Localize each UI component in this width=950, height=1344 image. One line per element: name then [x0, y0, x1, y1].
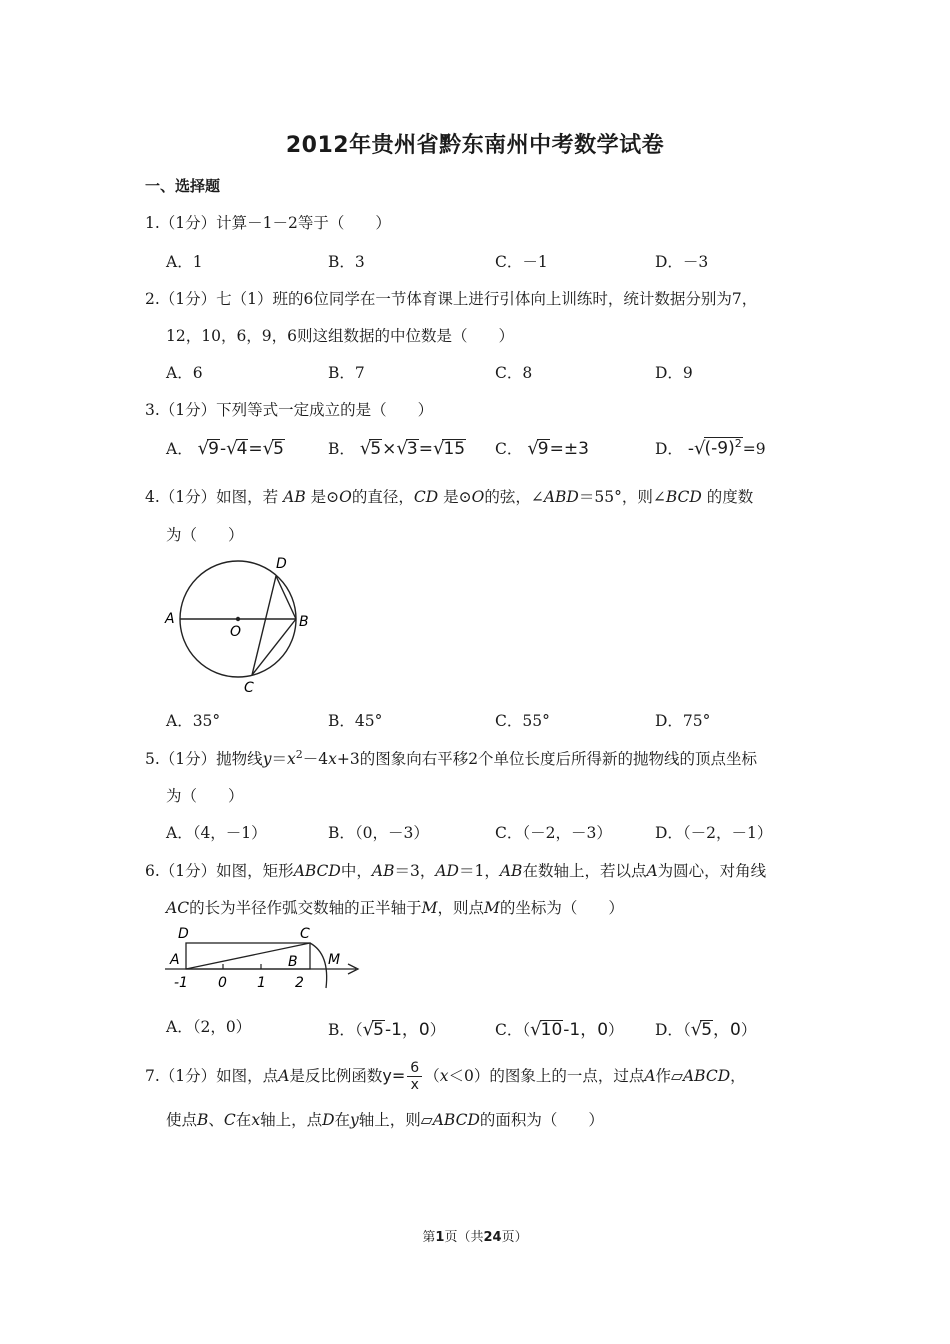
label-d: D [178, 926, 189, 942]
option-label: A． [166, 440, 193, 458]
q3-option-a [166, 437, 285, 459]
formula: √9=±3 [527, 438, 589, 459]
q2-option-a: A．6 [166, 364, 203, 382]
q2-option-c: C．8 [495, 364, 533, 382]
question-6-line-2: AC的长为半径作弧交数轴的正半轴于M，则点M的坐标为（ ） [166, 899, 624, 917]
page-title: 2012年贵州省黔东南州中考数学试卷 [285, 133, 665, 158]
formula: √5-1，0 [362, 1019, 430, 1040]
question-5: 5.（1分）抛物线$y=x^2-4x+3$的图象向右平移2个单位长度后所得新的抛物线的顶点坐标 [145, 747, 758, 768]
q1-option-d: D．－3 [655, 253, 709, 271]
question-text: 七（1）班的6位同学在一节体育课上进行引体向上训练时，统计数据分别为7， [216, 290, 758, 308]
question-points: （1分） [159, 1067, 217, 1086]
label-b: B [299, 614, 309, 630]
label-m: M [328, 952, 341, 968]
option-label: C． [495, 1021, 523, 1039]
question-7-line-2: 使点B、C在x轴上，点D在y轴上，则▱ABCD的面积为（ ） [166, 1111, 604, 1129]
q5-option-b: B．（0，－3） [328, 824, 429, 842]
q1-option-a: A．1 [166, 253, 203, 271]
question-2 [145, 287, 757, 309]
label-a: A [165, 611, 175, 627]
q6-option-b: B．（√5-1，0） [328, 1019, 446, 1040]
question-number: 3. [145, 401, 160, 419]
question-number: 5. [145, 750, 160, 768]
question-points: （1分） [159, 862, 217, 880]
question-4: 4.（1分）如图，若 AB 是⊙O的直径，CD 是⊙O的弦，∠ABD＝55°，则∠BCD 的度数 [145, 488, 754, 506]
question-3 [145, 398, 433, 420]
q2-option-b: B．7 [328, 364, 365, 382]
page-total: 24 [483, 1230, 502, 1245]
question-2-line-2: 12，10，6，9，6则这组数据的中位数是（ ） [166, 327, 515, 345]
q6-option-d: D．（√5，0） [655, 1019, 757, 1040]
q6-option-c: C．（√10-1，0） [495, 1019, 624, 1040]
q5-option-c: C．（－2，－3） [495, 824, 612, 842]
option-value: （2，0） [192, 1018, 252, 1036]
formula-result: =9 [742, 440, 766, 458]
tick-label-1: 1 [257, 975, 266, 991]
question-points: （1分） [159, 750, 217, 768]
q5-option-d: D．（－2，－1） [655, 824, 773, 842]
q2-option-d: D．9 [655, 364, 693, 382]
label-d: D [276, 556, 287, 572]
q3-option-c [495, 437, 589, 459]
page-number: 1 [435, 1230, 445, 1245]
q3-option-b [328, 437, 466, 459]
question-text: 计算－1－2等于（ ） [216, 214, 391, 232]
q3-option-d [655, 437, 766, 459]
question-points: （1分） [159, 488, 217, 506]
question-number: 4. [145, 488, 160, 506]
center-point [236, 617, 240, 621]
label-c: C [244, 680, 254, 696]
option-label: C． [495, 440, 523, 458]
formula: √5×√3=√15 [359, 438, 466, 459]
number-line-diagram [160, 924, 370, 996]
q4-option-a: A．35° [166, 712, 221, 730]
q6-option-a [166, 1015, 251, 1037]
question-text: 下列等式一定成立的是（ ） [216, 401, 434, 419]
question-number: 1. [145, 214, 160, 232]
option-label: D． [655, 1021, 683, 1039]
formula: √5，0 [690, 1019, 741, 1040]
arc-m [310, 943, 327, 988]
circle-diagram [160, 552, 320, 698]
tick-label-2: 2 [295, 975, 304, 991]
question-number: 7. [145, 1067, 160, 1086]
formula: $-√(-9)^2$ [687, 437, 742, 459]
question-points: （1分） [159, 214, 217, 232]
label-c: C [300, 926, 310, 942]
q1-option-c: C．－1 [495, 253, 548, 271]
question-7: 7.（1分）如图，点A是反比例函数y= $\frac{6}{x}$ （x＜0）的图象上的一点，过点A作▱ABCD， [145, 1060, 746, 1094]
formula: y= $\frac{6}{x}$ [382, 1066, 424, 1085]
tick-label-minus-1: -1 [174, 975, 188, 991]
question-number: 6. [145, 862, 160, 880]
question-4-line-2: 为（ ） [166, 526, 244, 544]
option-label: B． [328, 440, 355, 458]
question-6: 6.（1分）如图，矩形ABCD中，AB＝3，AD＝1，AB在数轴上，若以点A为圆心，对角线 [145, 862, 767, 880]
option-label: B． [328, 1021, 355, 1039]
question-5-line-2: 为（ ） [166, 787, 244, 805]
page-footer: 第1页（共24页） [422, 1230, 528, 1245]
question-1 [145, 211, 391, 233]
tick-label-0: 0 [218, 975, 227, 991]
question-points: （1分） [159, 401, 217, 419]
formula: √9-√4=√5 [197, 438, 284, 459]
q4-option-b: B．45° [328, 712, 383, 730]
section-heading: 一、选择题 [145, 177, 221, 195]
option-label: D． [655, 440, 683, 458]
q1-option-b: B．3 [328, 253, 365, 271]
label-b: B [288, 954, 298, 970]
q4-option-d: D．75° [655, 712, 711, 730]
label-a: A [170, 952, 180, 968]
q4-option-c: C．55° [495, 712, 550, 730]
option-label: A． [166, 1018, 193, 1036]
chord-db [276, 576, 296, 619]
formula: √10-1，0 [530, 1019, 609, 1040]
question-number: 2. [145, 290, 160, 308]
q5-option-a: A．（4，－1） [166, 824, 267, 842]
label-o: O [230, 624, 242, 640]
question-points: （1分） [159, 290, 217, 308]
